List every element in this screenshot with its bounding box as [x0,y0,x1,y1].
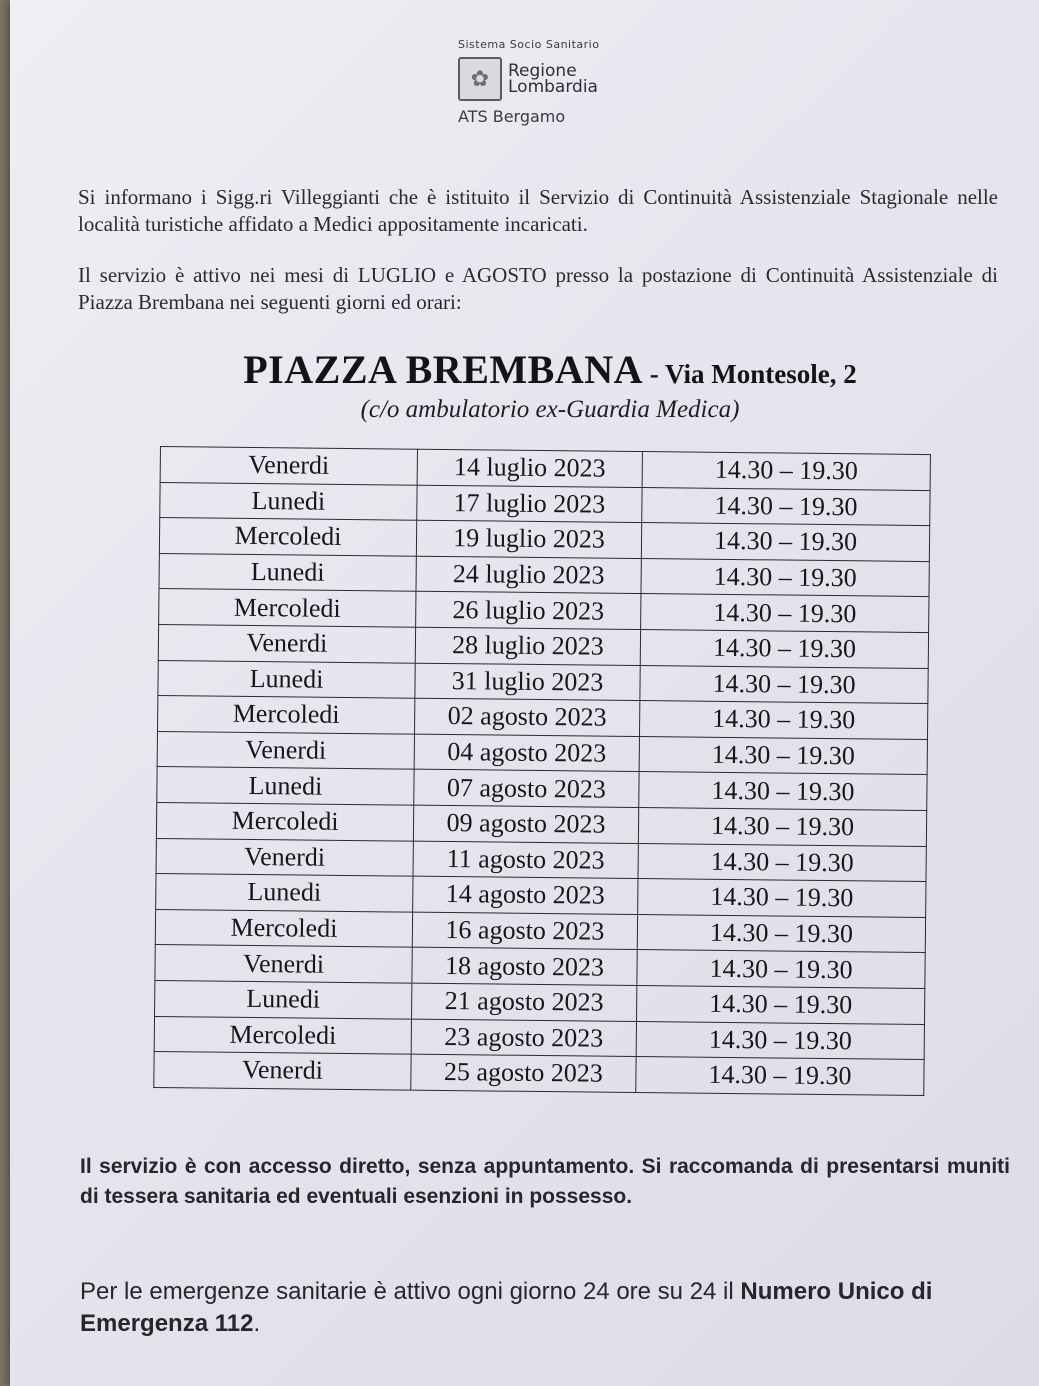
notice-paper [10,0,1039,1386]
emergency-text: Per le emergenze sanitarie è attivo ogni giorno 24 ore su 24 il [80,1278,741,1305]
hours-cell: 14.30 – 19.30 [638,807,926,846]
hours-cell: 14.30 – 19.30 [641,523,929,562]
hours-cell: 14.30 – 19.30 [638,879,926,918]
date-cell: 14 luglio 2023 [417,449,642,487]
hours-cell: 14.30 – 19.30 [636,1057,924,1096]
day-cell: Mercoledi [158,696,415,734]
emergency-note [80,1276,1030,1340]
region-line-1: Regione [508,61,577,81]
access-note: Il servizio è con accesso diretto, senza appuntamento. Si raccomanda di presentarsi muniti di tessera sanitaria ed eventuali esenzioni in possesso. [80,1155,1010,1208]
hours-cell: 14.30 – 19.30 [639,736,927,775]
date-cell: 28 luglio 2023 [415,627,640,665]
date-cell: 17 luglio 2023 [417,485,642,523]
hours-cell: 14.30 – 19.30 [639,772,927,811]
day-cell: Lunedi [158,660,415,698]
day-cell: Mercoledi [155,909,412,947]
schedule-table [153,446,931,1096]
date-cell: 31 luglio 2023 [415,663,640,701]
day-cell: Lunedi [159,553,416,591]
intro-paragraph-2: Il servizio è attivo nei mesi di LUGLIO e AGOSTO presso la postazione di Continuità Assistenziale di Piazza Brembana nei seguenti giorni ed orari: [78,263,998,314]
header-logo-block [458,38,658,126]
intro-paragraph-1: Si informano i Sigg.ri Villeggianti che è istituito il Servizio di Continuità Assistenziale Stagionale nelle località turistiche affidato a Medici appositamente incaricati. [78,185,998,236]
hours-cell: 14.30 – 19.30 [640,665,928,704]
day-cell: Mercoledi [154,1016,411,1054]
regione-lombardia-logo-icon: ✿ [458,57,502,101]
hours-cell: 14.30 – 19.30 [642,487,930,526]
day-cell: Venerdi [154,1052,411,1090]
date-cell: 11 agosto 2023 [413,841,638,879]
ats-label: ATS Bergamo [458,107,566,126]
day-cell: Mercoledi [159,518,416,556]
day-cell: Lunedi [155,980,412,1018]
day-cell: Lunedi [156,874,413,912]
region-row [458,57,658,101]
hours-cell: 14.30 – 19.30 [641,558,929,597]
date-cell: 21 agosto 2023 [412,983,637,1021]
table-row [154,1052,924,1096]
system-label: Sistema Socio Sanitario [458,38,600,51]
hours-cell: 14.30 – 19.30 [642,452,930,491]
day-cell: Mercoledi [159,589,416,627]
hours-cell: 14.30 – 19.30 [637,950,925,989]
day-cell: Lunedi [160,482,417,520]
emergency-number: Numero Unico di Emergenza 112 [80,1278,933,1337]
address: Via Montesole, 2 [665,359,857,389]
date-cell: 18 agosto 2023 [412,947,637,985]
day-cell: Venerdi [156,838,413,876]
hours-cell: 14.30 – 19.30 [636,1021,924,1060]
hours-cell: 14.30 – 19.30 [640,630,928,669]
location-note: (c/o ambulatorio ex-Guardia Medica) [360,396,740,423]
location-title [170,346,930,393]
hours-cell: 14.30 – 19.30 [638,843,926,882]
date-cell: 26 luglio 2023 [416,592,641,630]
day-cell: Venerdi [160,447,417,485]
day-cell: Venerdi [158,624,415,662]
date-cell: 16 agosto 2023 [412,912,637,950]
date-cell: 24 luglio 2023 [416,556,641,594]
place-name: PIAZZA BREMBANA [243,347,644,392]
hours-cell: 14.30 – 19.30 [641,594,929,633]
schedule-body [154,447,931,1096]
day-cell: Mercoledi [156,802,413,840]
emergency-end: . [253,1310,261,1337]
date-cell: 14 agosto 2023 [413,876,638,914]
date-cell: 23 agosto 2023 [411,1019,636,1057]
day-cell: Venerdi [155,945,412,983]
region-line-2: Lombardia [508,77,598,97]
date-cell: 04 agosto 2023 [414,734,639,772]
date-cell: 25 agosto 2023 [411,1054,636,1092]
date-cell: 02 agosto 2023 [414,698,639,736]
title-separator: - [643,359,666,389]
day-cell: Venerdi [157,731,414,769]
hours-cell: 14.30 – 19.30 [637,985,925,1024]
hours-cell: 14.30 – 19.30 [639,701,927,740]
date-cell: 09 agosto 2023 [413,805,638,843]
day-cell: Lunedi [157,767,414,805]
date-cell: 07 agosto 2023 [414,770,639,808]
date-cell: 19 luglio 2023 [416,520,641,558]
region-name [508,63,598,95]
hours-cell: 14.30 – 19.30 [637,914,925,953]
